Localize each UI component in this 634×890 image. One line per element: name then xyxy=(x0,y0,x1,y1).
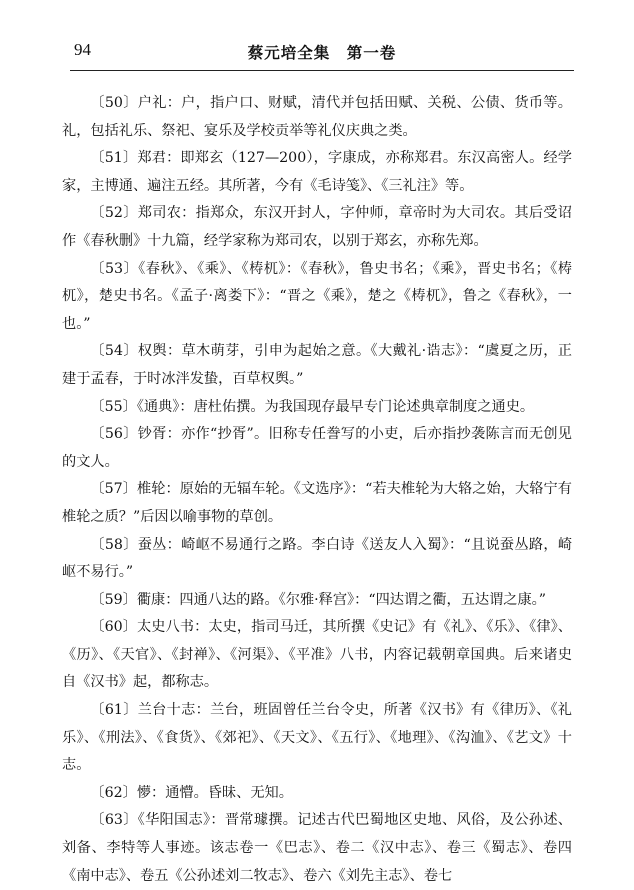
note-52 xyxy=(62,200,572,255)
note-number: 〔60〕 xyxy=(90,619,138,636)
note-number: 〔55〕 xyxy=(90,398,137,415)
note-number: 〔56〕 xyxy=(90,426,138,443)
note-53 xyxy=(62,256,572,339)
notes-body xyxy=(62,90,572,890)
note-number: 〔54〕 xyxy=(90,343,138,360)
note-text: 《春秋》、《乘》、《梼杌》：《春秋》，鲁史书名；《乘》，晋史书名；《梼杌》，楚史书名。《孟子·离娄下》：“晋之《乘》，楚之《梼杌》，鲁之《春秋》，一也。” xyxy=(62,260,573,332)
note-text: 郑君：即郑玄（127—200），字康成，亦称郑君。东汉高密人。经学家，主博通、遍注五经。其所著，今有《毛诗笺》、《三礼注》等。 xyxy=(62,150,572,194)
note-63 xyxy=(62,807,572,890)
note-number: 〔62〕 xyxy=(90,784,137,801)
note-number: 〔58〕 xyxy=(90,536,138,553)
note-number: 〔52〕 xyxy=(90,205,138,222)
note-55 xyxy=(62,394,572,422)
note-text: 权舆：草木萌芽，引申为起始之意。《大戴礼·诰志》：“虞夏之历，正建于孟春，于时冰泮发蛰，百草权舆。” xyxy=(62,343,572,387)
note-number: 〔53〕 xyxy=(90,260,139,277)
note-text: 太史八书：太史，指司马迁，其所撰《史记》有《礼》、《乐》、《律》、《历》、《天官》、《封禅》、《河渠》、《平准》八书，内容记载朝章国典。后来诸史自《汉书》起，都称志。 xyxy=(62,619,572,691)
note-58 xyxy=(62,532,572,587)
note-text: 《华阳国志》：晋常璩撰。记述古代巴蜀地区史地、风俗，及公孙述、刘备、李特等人事迹。该志卷一《巴志》、卷二《汉中志》、卷三《蜀志》、卷四《南中志》、卷五《公孙述刘二牧志》、卷六《刘先主志》、卷七 xyxy=(62,812,572,884)
note-text: 钞胥：亦作“抄胥”。旧称专任誊写的小吏，后亦指抄袭陈言而无创见的文人。 xyxy=(62,426,572,470)
note-61 xyxy=(62,697,572,780)
note-text: 郑司农：指郑众，东汉开封人，字仲师，章帝时为大司农。其后受诏作《春秋删》十九篇，经学家称为郑司农，以别于郑玄，亦称先郑。 xyxy=(62,205,572,249)
note-text: 衢康：四通八达的路。《尔雅·释宫》：“四达谓之衢，五达谓之康。” xyxy=(136,591,546,608)
note-50 xyxy=(62,90,572,145)
note-text: 兰台十志：兰台，班固曾任兰台令史，所著《汉书》有《律历》、《礼乐》、《刑法》、《食货》、《郊祀》、《天文》、《五行》、《地理》、《沟洫》、《艺文》十志。 xyxy=(62,702,572,774)
page-number: 94 xyxy=(74,40,91,59)
note-text: 《通典》：唐杜佑撰。为我国现存最早专门论述典章制度之通史。 xyxy=(136,398,535,415)
note-number: 〔57〕 xyxy=(90,481,138,498)
note-60 xyxy=(62,614,572,697)
note-59 xyxy=(62,587,572,615)
note-number: 〔59〕 xyxy=(90,591,137,608)
note-56 xyxy=(62,421,572,476)
note-57 xyxy=(62,476,572,531)
note-number: 〔50〕 xyxy=(90,95,138,111)
note-number: 〔61〕 xyxy=(90,702,138,719)
running-title: 蔡元培全集 第一卷 xyxy=(247,43,397,62)
note-text: 懜：通懵。昏昧、无知。 xyxy=(136,784,293,801)
note-number: 〔51〕 xyxy=(90,150,138,167)
page-header xyxy=(70,36,574,71)
note-text: 户礼：户，指户口、财赋，清代并包括田赋、关税、公债、货币等。礼，包括礼乐、祭祀、宴乐及学校贡举等礼仪庆典之类。 xyxy=(62,95,572,139)
note-text: 椎轮：原始的无辐车轮。《文选序》：“若夫椎轮为大辂之始，大辂宁有椎轮之质？”后因以喻事物的草创。 xyxy=(62,481,572,525)
note-51 xyxy=(62,145,572,200)
note-text: 蚕丛：崎岖不易通行之路。李白诗《送友人入蜀》：“且说蚕丛路，崎岖不易行。” xyxy=(62,536,573,581)
note-62 xyxy=(62,780,572,808)
note-54 xyxy=(62,338,572,393)
note-number: 〔63〕 xyxy=(90,812,138,829)
